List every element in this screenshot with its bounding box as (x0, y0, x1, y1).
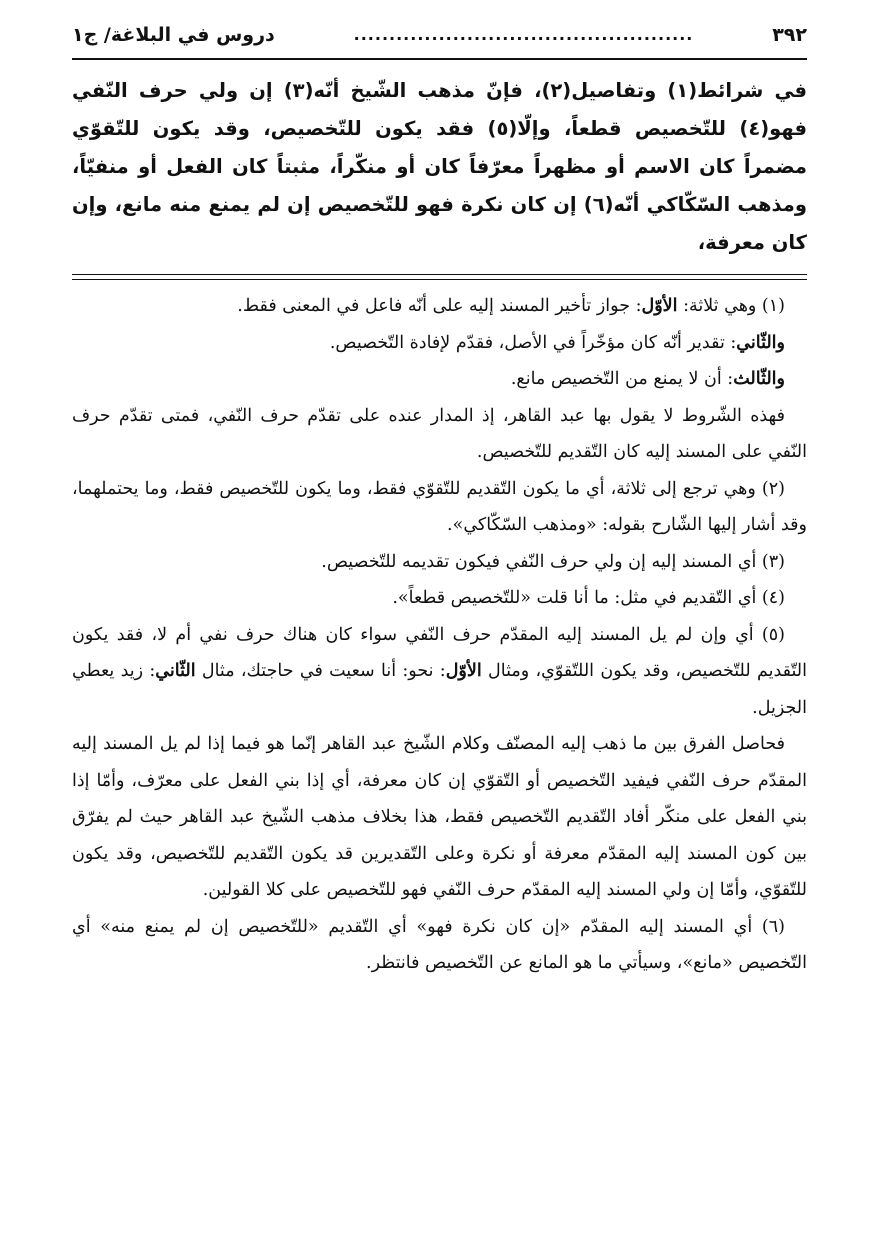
footnote-4: (٤) أي التّقديم في مثل: ما أنا قلت «للتّخصيص قطعاً». (392, 588, 785, 608)
footnote-1-second-label: والثّاني (736, 332, 785, 353)
header-rule (72, 58, 807, 60)
footnote-3: (٣) أي المسند إليه إن ولي حرف النّفي فيكون تقديمه للتّخصيص. (321, 551, 785, 572)
running-title: دروس في البلاغة/ ج١ (72, 24, 275, 46)
footnote-2: (٢) وهي ترجع إلى ثلاثة، أي ما يكون التّقديم للتّقوّي فقط، وما يكون للتّخصيص فقط، وما يحتملهما، وقد أشار إليها الشّارح بقوله: «ومذهب السّكّاكي». (72, 478, 807, 535)
footnote-1-third-text: : أن لا يمنع من التّخصيص مانع. (510, 369, 734, 389)
footnote-5-label-second: الثّاني (155, 661, 196, 681)
page-number: ٣٩٢ (772, 24, 807, 46)
book-page (72, 18, 807, 982)
footnote-1-text: : جواز تأخير المسند إليه على أنّه فاعل في المعنى فقط. (237, 296, 642, 316)
footnote-5-text-b: : نحو: أنا سعيت في حاجتك، مثال (195, 661, 446, 681)
footnote-5-text-c: : زيد يعطي الجزيل. (72, 661, 807, 718)
footnote-1-label: الأوّل (641, 296, 678, 316)
page-header (72, 18, 807, 52)
header-dot-leader: ................................................ (353, 25, 694, 44)
footnote-1-paragraph: فهذه الشّروط لا يقول بها عبد القاهر، إذ المدار عنده على تقدّم حرف النّفي، فمتى تقدّم حرف النّفي على المسند إليه كان التّقديم للتّخصيص. (72, 405, 807, 462)
footnote-1-third-label: والثّالث (733, 369, 785, 389)
footnote-separator (72, 274, 807, 280)
footnote-6: (٦) أي المسند إليه المقدّم «إن كان نكرة فهو» أي التّقديم «للتّخصيص إن لم يمنع منه» أي التّخصيص «مانع»، وسيأتي ما هو المانع عن التّخصيص فانتظر. (72, 916, 807, 973)
footnote-1-second-text: : تقدير أنّه كان مؤخّراً في الأصل، فقدّم لإفادة التّخصيص. (329, 332, 737, 353)
footnote-5-text-a: (٥) أي وإن لم يل المسند إليه المقدّم حرف النّفي سواء كان هناك حرف نفي أم لا، فقد يكون التّقديم للتّخصيص، وقد يكون اللتّقوّي، ومثال (72, 624, 807, 681)
footnote-5 (72, 617, 807, 727)
footnotes (72, 288, 807, 982)
footnote-1-second (72, 325, 807, 362)
main-text (72, 72, 807, 262)
footnote-1-third (72, 361, 807, 398)
main-paragraph: في شرائط(١) وتفاصيل(٢)، فإنّ مذهب الشّيخ أنّه(٣) إن ولي حرف النّفي فهو(٤) للتّخصيص قطعاً، وإلّا(٥) فقد يكون للتّخصيص، وقد يكون للتّقوّي مضمراً كان الاسم أو مظهراً معرّفاً كان أو منكّراً، مثبتاً كان الفعل أو منفيّاً، ومذهب السّكّاكي أنّه(٦) إن كان نكرة فهو للتّخصيص إن لم يمنع منه مانع، وإن كان معرفة، (72, 79, 807, 254)
footnote-1-lead: (١) وهي ثلاثة: (677, 296, 785, 316)
footnote-5-label-first: الأوّل (445, 661, 482, 681)
separator-line-1 (72, 274, 807, 275)
footnote-5-paragraph: فحاصل الفرق بين ما ذهب إليه المصنّف وكلام الشّيخ عبد القاهر إنّما هو فيما إذا لم يل المسند إليه المقدّم حرف النّفي فيفيد التّخصيص أو التّقوّي إن كان معرفة، أي إذا بني الفعل على معرّف، وأمّا إذا بني الفعل على منكّر أفاد التّقديم التّخصيص فقط، هذا بخلاف مذهب الشّيخ عبد القاهر حيث لم يفرّق بين كون المسند إليه المقدّم معرفة أو نكرة وعلى التّقديرين قد يكون التّقديم للتّخصيص، وقد يكون للتّقوّي، وأمّا إن ولي المسند إليه المقدّم حرف النّفي فهو للتّخصيص على كلا القولين. (72, 734, 807, 900)
footnote-1 (72, 288, 807, 325)
separator-line-2 (72, 279, 807, 280)
